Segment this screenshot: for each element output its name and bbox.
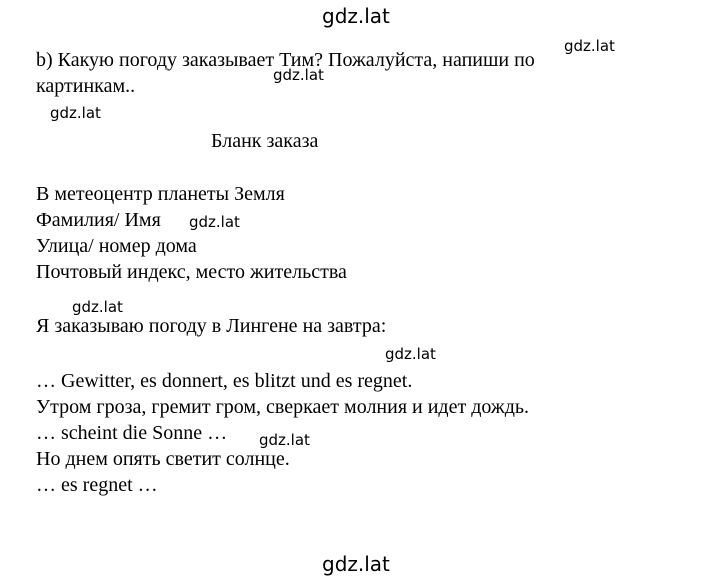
watermark: gdz.lat xyxy=(50,104,101,122)
watermark-bottom: gdz.lat xyxy=(322,552,390,576)
watermark: gdz.lat xyxy=(259,431,310,449)
watermark: gdz.lat xyxy=(385,345,436,363)
watermark: gdz.lat xyxy=(189,213,240,231)
form-title: Бланк заказа xyxy=(211,130,319,152)
form-order-line: Я заказываю погоду в Лингене на завтра: xyxy=(36,315,387,337)
forecast-line-5: … es regnet … xyxy=(36,474,158,496)
task-line-1: b) Какую погоду заказывает Тим? Пожалуйста, напиши по xyxy=(36,49,535,71)
form-street-line: Улица/ номер дома xyxy=(36,235,197,257)
form-to-line: В метеоцентр планеты Земля xyxy=(36,183,285,205)
watermark: gdz.lat xyxy=(72,298,123,316)
forecast-line-2: Утром гроза, гремит гром, сверкает молния и идет дождь. xyxy=(36,396,530,418)
watermark: gdz.lat xyxy=(273,66,324,84)
task-line-2: картинкам.. xyxy=(36,75,136,97)
watermark-top: gdz.lat xyxy=(322,4,390,28)
watermark: gdz.lat xyxy=(564,37,615,55)
form-postal-line: Почтовый индекс, место жительства xyxy=(36,261,347,283)
forecast-line-3: … scheint die Sonne … xyxy=(36,422,228,444)
forecast-line-1: … Gewitter, es donnert, es blitzt und es regnet. xyxy=(36,370,413,392)
form-name-line: Фамилия/ Имя xyxy=(36,209,161,231)
forecast-line-4: Но днем опять светит солнце. xyxy=(36,448,290,470)
